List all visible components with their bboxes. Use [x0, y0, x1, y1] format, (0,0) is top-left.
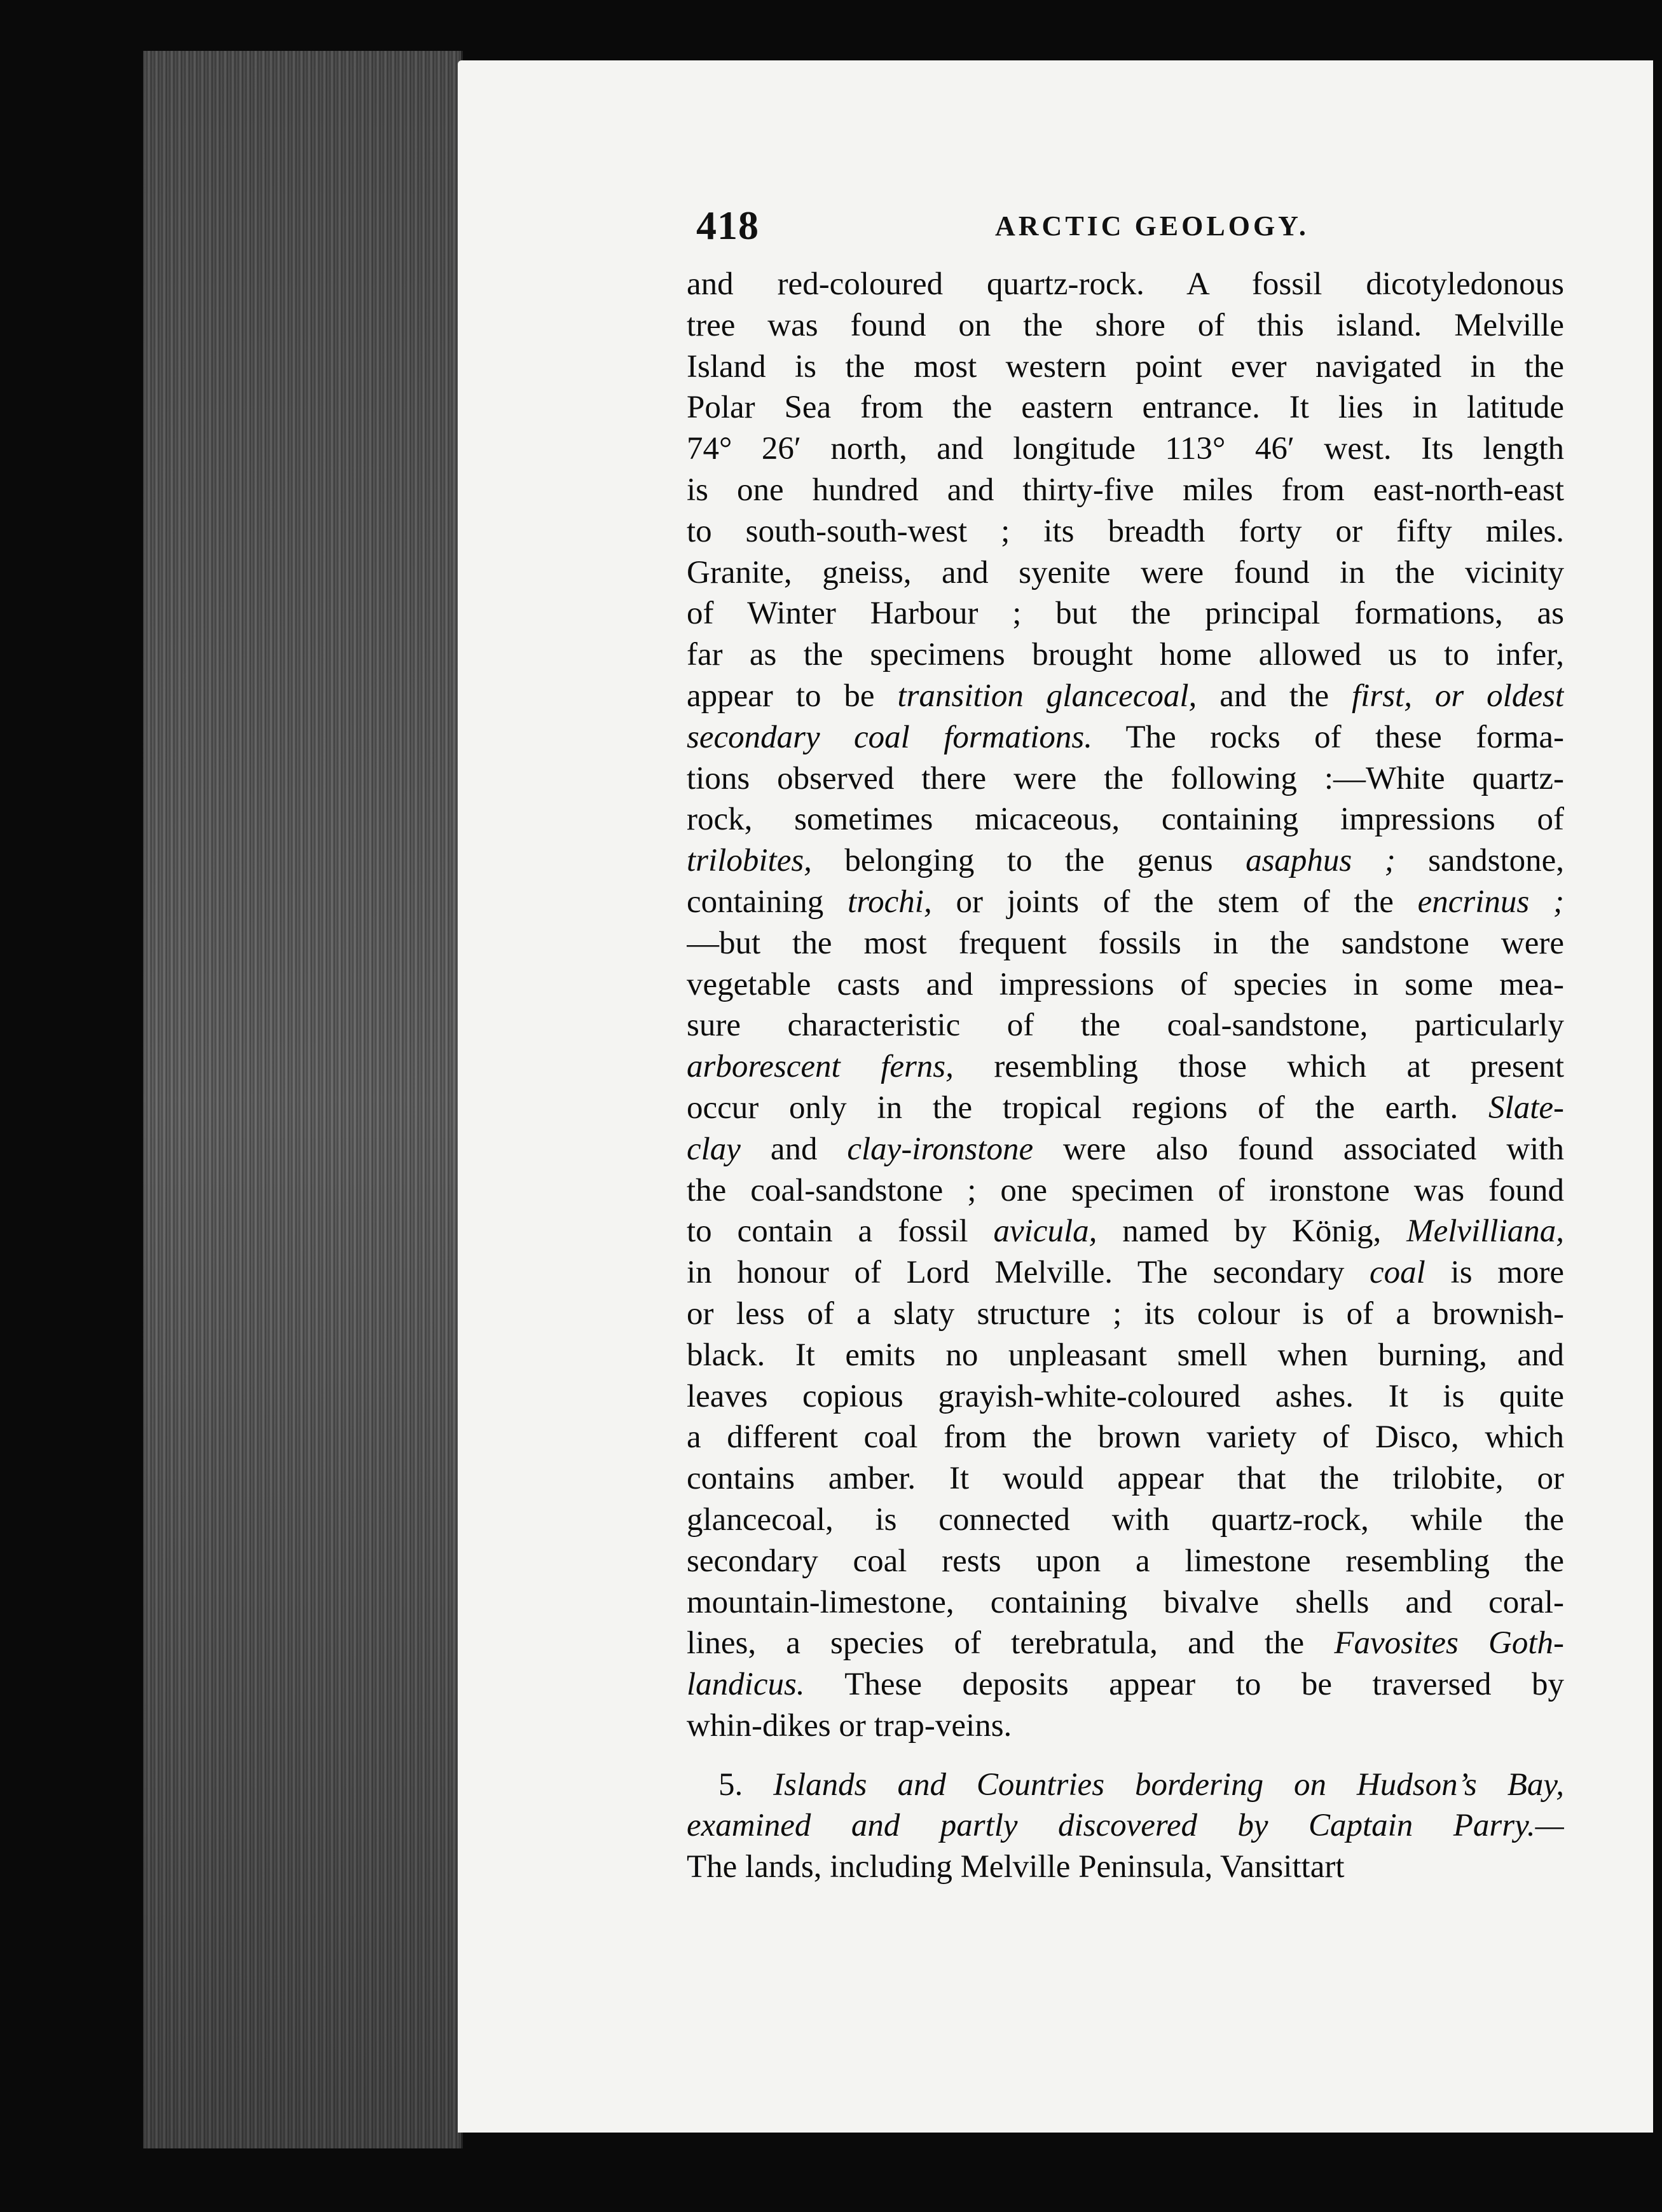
text-segment: appear to be	[687, 678, 898, 714]
book-page-edges	[143, 51, 463, 2148]
text-segment: These deposits appear to be traversed by	[804, 1667, 1564, 1703]
running-head-title: ARCTIC GEOLOGY.	[995, 210, 1309, 242]
italic-text: coal	[1370, 1255, 1425, 1291]
italic-text: trochi,	[848, 884, 932, 920]
text-line	[687, 676, 1564, 717]
text-line	[687, 1170, 1564, 1212]
italic-text: landicus.	[687, 1667, 805, 1703]
text-segment: Island is the most western point ever navigated in the	[687, 348, 1564, 385]
text-segment: and red-coloured quartz-rock. A fossil dicotyledonous	[687, 266, 1564, 302]
text-segment: a different coal from the brown variety of Disco, which	[687, 1419, 1564, 1456]
text-line	[687, 923, 1564, 964]
text-line	[687, 1129, 1564, 1170]
italic-text: first, or oldest	[1352, 678, 1564, 714]
text-line	[687, 387, 1564, 428]
text-segment: or joints of the stem of the	[931, 884, 1418, 920]
text-segment: Polar Sea from the eastern entrance. It lies in latitude	[687, 390, 1564, 426]
text-line	[687, 552, 1564, 594]
text-segment: contains amber. It would appear that the trilobite, or	[687, 1461, 1564, 1497]
text-line	[687, 1088, 1564, 1129]
text-segment: or less of a slaty structure ; its colour is of a brownish-	[687, 1295, 1564, 1332]
text-line	[687, 470, 1564, 511]
text-segment: were also found associated with	[1033, 1131, 1564, 1167]
text-segment: the coal-sandstone ; one specimen of ironstone was found	[687, 1172, 1564, 1208]
italic-text: encrinus ;	[1417, 884, 1564, 920]
text-line	[687, 1458, 1564, 1499]
text-segment: is one hundred and thirty-five miles from east-north-east	[687, 472, 1564, 508]
text-line	[687, 1623, 1564, 1664]
text-line	[687, 593, 1564, 634]
text-line	[687, 1046, 1564, 1088]
text-segment: and	[740, 1131, 848, 1167]
text-segment: rock, sometimes micaceous, containing impressions of	[687, 802, 1564, 838]
italic-text: Islands and Countries bordering on Hudson’s Bay,	[773, 1766, 1564, 1803]
italic-text: transition glancecoal,	[897, 678, 1197, 714]
text-line	[687, 1847, 1564, 1888]
text-line	[687, 840, 1564, 882]
text-line	[687, 305, 1564, 346]
italic-text: clay-ironstone	[847, 1131, 1034, 1167]
text-line	[687, 1294, 1564, 1335]
text-segment: named by König,	[1097, 1213, 1407, 1250]
body-text	[687, 264, 1564, 1888]
text-segment: 5.	[718, 1766, 774, 1803]
text-line	[687, 1417, 1564, 1458]
text-segment: secondary coal rests upon a limestone resembling the	[687, 1543, 1564, 1579]
text-segment: far as the specimens brought home allowed us to infer,	[687, 637, 1564, 673]
text-segment: to south-south-west ; its breadth forty or fifty miles.	[687, 513, 1564, 549]
text-line	[687, 1805, 1564, 1847]
text-line	[687, 758, 1564, 800]
text-line	[687, 1211, 1564, 1252]
text-segment: The rocks of these forma-	[1092, 719, 1564, 755]
text-segment: whin-dikes or trap-veins.	[687, 1707, 1012, 1744]
text-segment: mountain-limestone, containing bivalve shells and coral-	[687, 1584, 1564, 1620]
paragraph-gap	[687, 1747, 1564, 1765]
text-line	[687, 1499, 1564, 1541]
text-segment: containing	[687, 884, 848, 920]
italic-text: arborescent ferns,	[687, 1049, 954, 1085]
text-segment: occur only in the tropical regions of the earth.	[687, 1089, 1489, 1126]
italic-text: Favosites Goth-	[1334, 1625, 1564, 1662]
text-segment: and the	[1197, 678, 1352, 714]
page-number: 418	[696, 203, 759, 248]
text-line	[687, 1005, 1564, 1046]
text-segment: glancecoal, is connected with quartz-rock, while the	[687, 1501, 1564, 1538]
text-segment: of Winter Harbour ; but the principal formations, as	[687, 596, 1564, 632]
text-line	[687, 1541, 1564, 1582]
text-segment: vegetable casts and impressions of species in some mea-	[687, 966, 1564, 1002]
text-line	[687, 428, 1564, 470]
text-segment: is more	[1425, 1255, 1564, 1291]
text-segment: lines, a species of terebratula, and the	[687, 1625, 1335, 1662]
italic-text: trilobites,	[687, 843, 812, 879]
italic-text: Slate-	[1488, 1089, 1564, 1126]
text-segment: black. It emits no unpleasant smell when burning, and	[687, 1337, 1564, 1373]
text-line	[687, 1252, 1564, 1294]
text-segment: The lands, including Melville Peninsula, Vansittart	[687, 1849, 1345, 1885]
running-head	[696, 202, 1567, 253]
text-segment: belonging to the genus	[811, 843, 1246, 879]
text-line	[687, 1765, 1564, 1806]
italic-text: clay	[687, 1131, 741, 1167]
text-segment: sure characteristic of the coal-sandstone, particularly	[687, 1007, 1564, 1044]
text-line	[687, 1582, 1564, 1623]
text-segment: 74° 26′ north, and longitude 113° 46′ west. Its length	[687, 431, 1564, 467]
italic-text: secondary coal formations.	[687, 719, 1093, 755]
text-line	[687, 634, 1564, 676]
text-line	[687, 717, 1564, 758]
text-segment: resembling those which at present	[953, 1049, 1564, 1085]
text-segment: Granite, gneiss, and syenite were found in the vicinity	[687, 554, 1564, 591]
text-line	[687, 346, 1564, 388]
text-line	[687, 1335, 1564, 1376]
italic-text: asaphus ;	[1246, 843, 1396, 879]
text-line	[687, 1376, 1564, 1417]
text-segment: tree was found on the shore of this island. Melville	[687, 307, 1564, 343]
italic-text: Melvilliana,	[1406, 1213, 1564, 1250]
text-line	[687, 799, 1564, 840]
text-segment: tions observed there were the following :—White quartz-	[687, 760, 1564, 796]
text-segment: —but the most frequent fossils in the sandstone were	[687, 925, 1564, 961]
italic-text: examined and partly discovered by Captain Parry.—	[687, 1808, 1564, 1844]
text-segment: to contain a fossil	[687, 1213, 994, 1250]
italic-text: avicula,	[993, 1213, 1097, 1250]
text-segment: sandstone,	[1395, 843, 1564, 879]
text-line	[687, 1705, 1564, 1747]
text-line	[687, 964, 1564, 1006]
text-segment: leaves copious grayish-white-coloured ashes. It is quite	[687, 1378, 1564, 1414]
text-line	[687, 511, 1564, 552]
text-line	[687, 1664, 1564, 1705]
text-line	[687, 882, 1564, 923]
text-line	[687, 264, 1564, 305]
text-segment: in honour of Lord Melville. The secondary	[687, 1255, 1370, 1291]
